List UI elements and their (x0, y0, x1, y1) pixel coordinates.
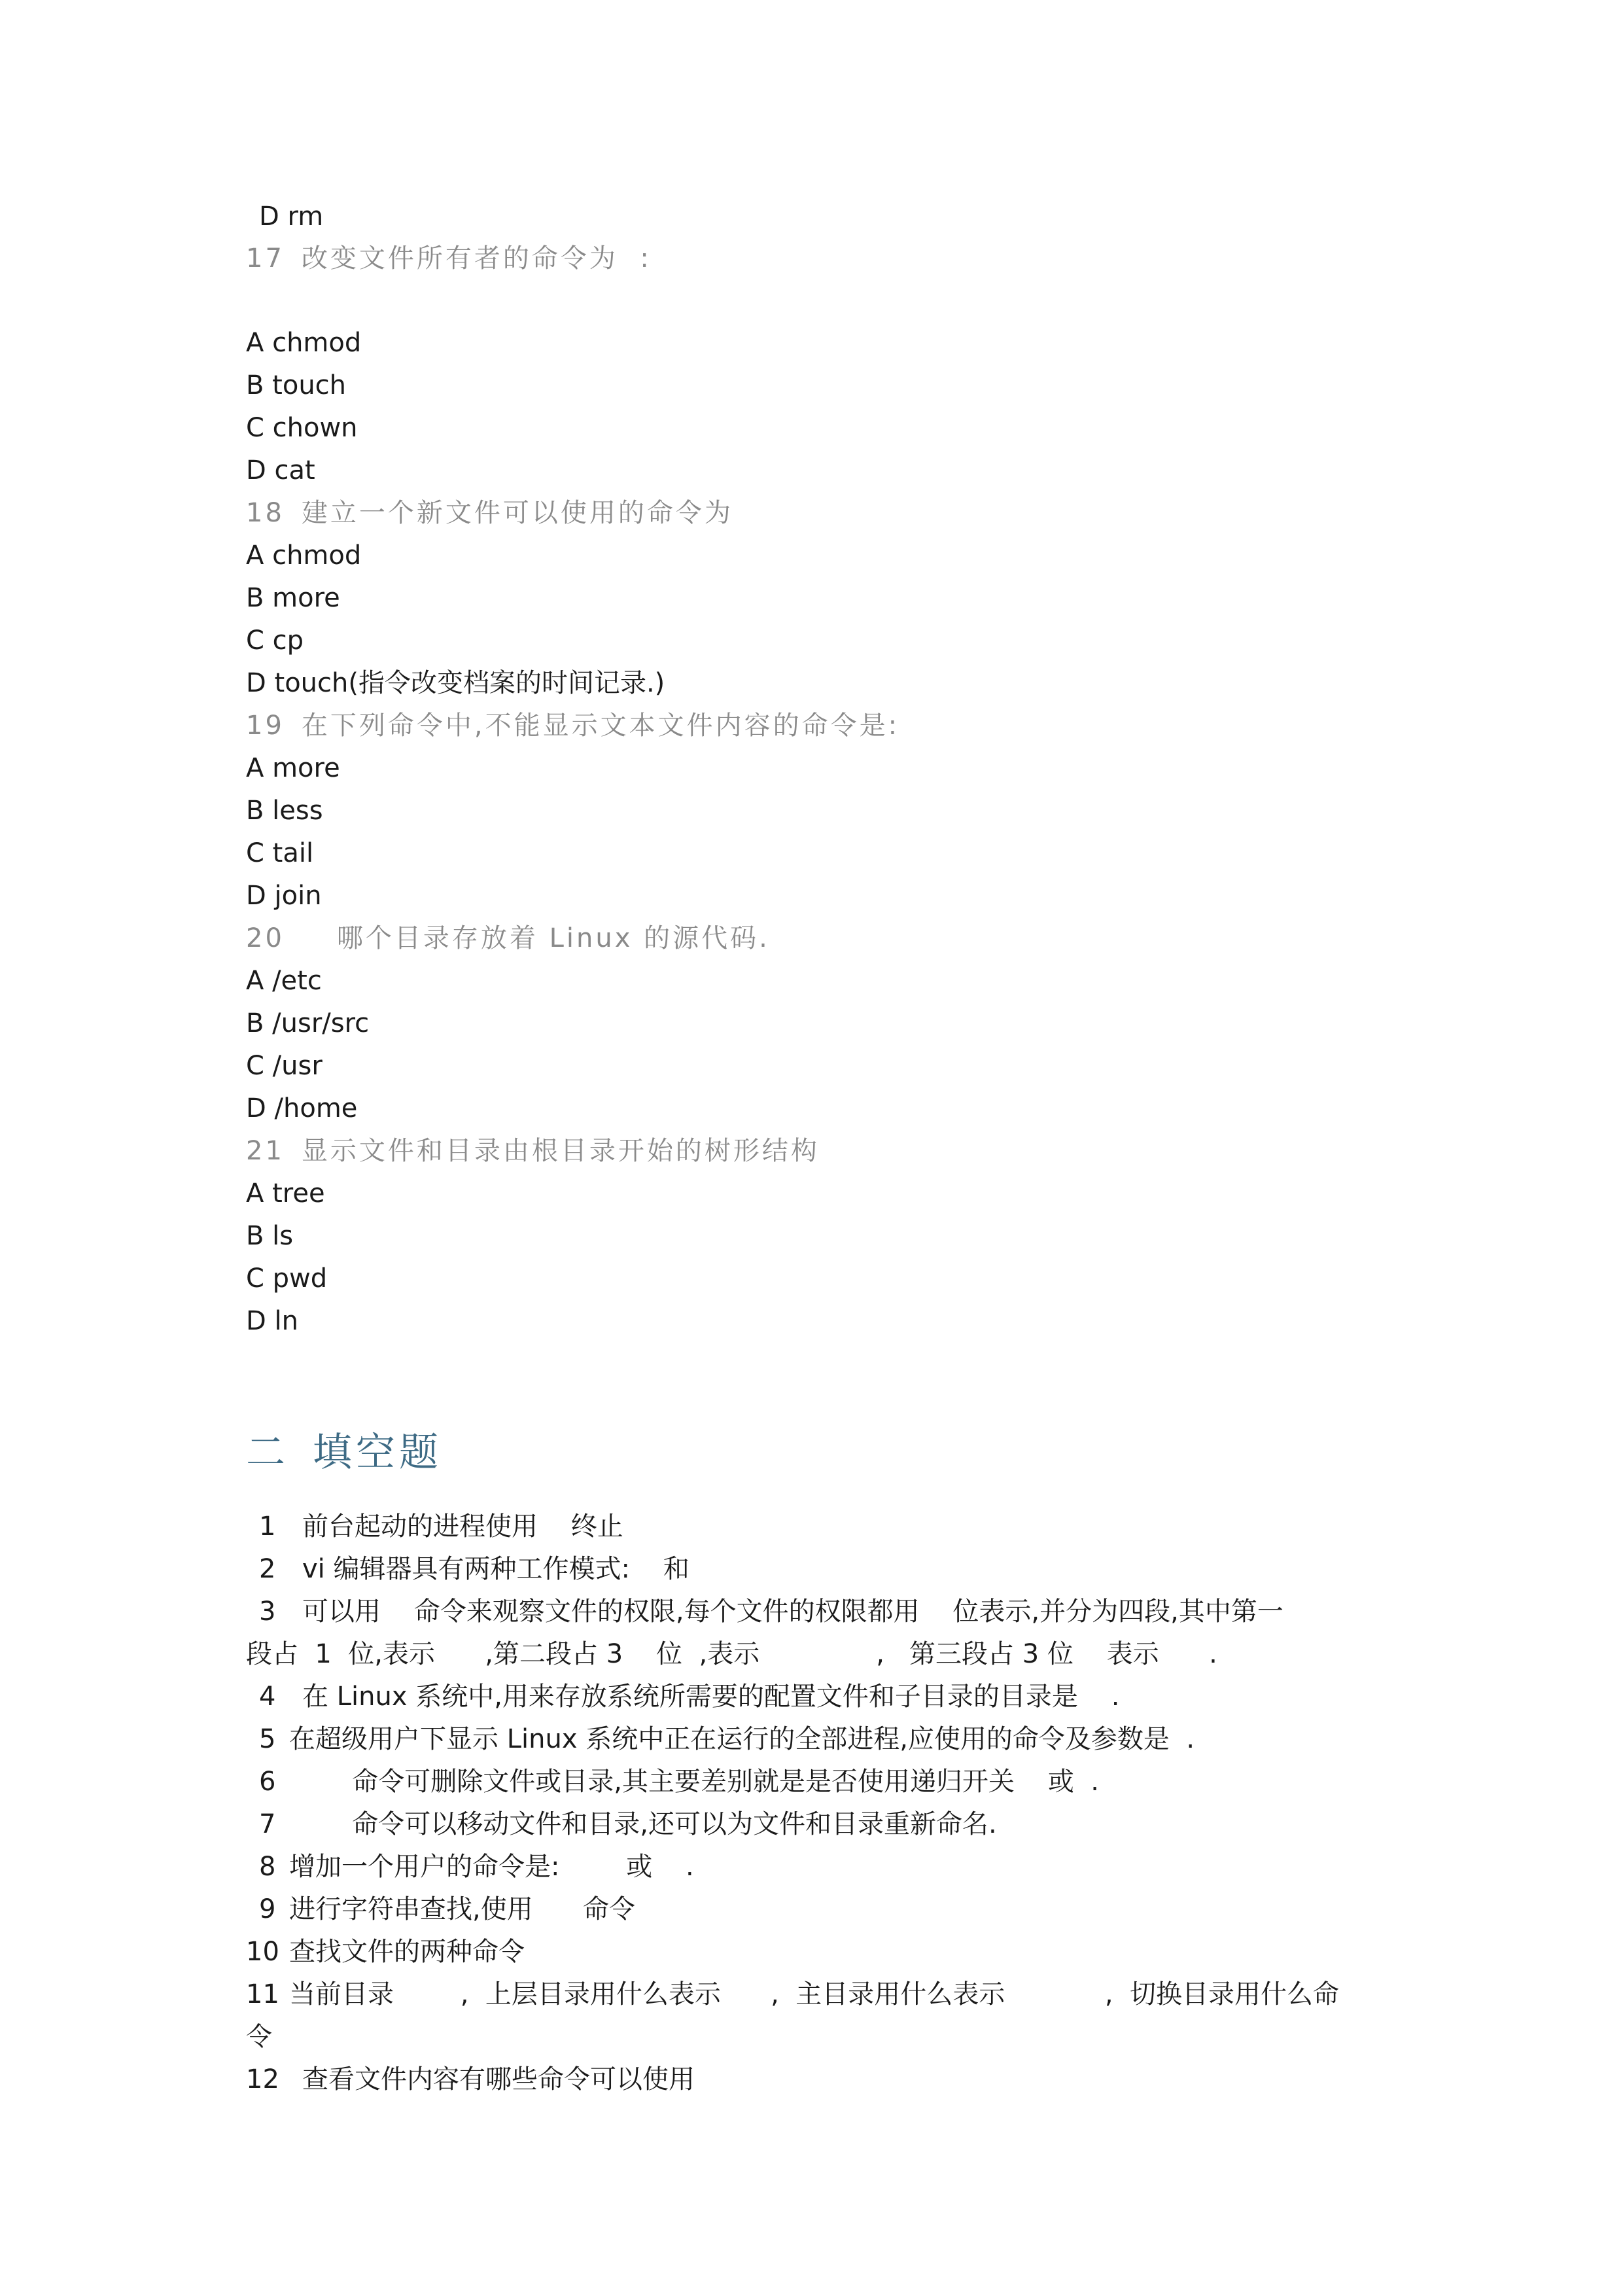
fill-text: 命令可删除文件或目录,其主要差别就是是否使用递归开关 或 . (302, 1767, 1100, 1797)
question-number: 21 (246, 1136, 285, 1166)
fill-item-2 (259, 1551, 689, 1587)
question-18 (246, 495, 733, 531)
question-21 (246, 1133, 820, 1169)
fill-item-11-continuation: 令 (246, 2022, 272, 2052)
fill-text: 增加一个用户的命令是: 或 . (289, 1852, 694, 1882)
question-number: 19 (246, 711, 285, 741)
fill-item-5 (259, 1722, 1195, 1757)
option-18-d: D touch(指令改变档案的时间记录.) (246, 668, 665, 698)
question-number: 18 (246, 498, 285, 528)
option-17-c: C chown (246, 413, 358, 443)
fill-item-10 (246, 1934, 525, 1969)
fill-item-9 (259, 1892, 635, 1927)
fill-number: 3 (259, 1597, 276, 1627)
fill-text: 前台起动的进程使用 终止 (302, 1511, 623, 1542)
option-19-b: B less (246, 796, 323, 826)
question-19 (246, 708, 899, 743)
option-18-b: B more (246, 583, 340, 613)
option-20-a: A /etc (246, 966, 322, 996)
fill-item-3-continuation: 段占 1 位,表示 ,第二段占 3 位 ,表示 , 第三段占 3 位 表示 . (246, 1639, 1217, 1669)
question-20 (246, 921, 770, 956)
fill-item-3 (259, 1594, 1283, 1629)
fill-text: 在 Linux 系统中,用来存放系统所需要的配置文件和子目录的目录是 . (302, 1682, 1120, 1712)
option-18-a: A chmod (246, 540, 362, 571)
fill-item-4 (259, 1679, 1120, 1714)
fill-number: 10 (246, 1937, 279, 1967)
fill-number: 11 (246, 1979, 279, 2009)
question-text: 显示文件和目录由根目录开始的树形结构 (301, 1136, 820, 1166)
fill-text: 可以用 命令来观察文件的权限,每个文件的权限都用 位表示,并分为四段,其中第一 (302, 1597, 1283, 1627)
question-number: 20 (246, 923, 285, 953)
option-19-d: D join (246, 881, 322, 911)
option-21-d: D ln (246, 1306, 298, 1336)
option-18-c: C cp (246, 626, 304, 656)
fill-text: 当前目录 , 上层目录用什么表示 , 主目录用什么表示 , 切换目录用什么命 (289, 1979, 1340, 2009)
question-text: 在下列命令中,不能显示文本文件内容的命令是: (301, 711, 900, 741)
fill-number: 9 (259, 1894, 276, 1924)
fill-item-12 (246, 2062, 695, 2097)
option-19-c: C tail (246, 838, 314, 868)
option-17-a: A chmod (246, 328, 362, 358)
fill-text: 查找文件的两种命令 (289, 1937, 525, 1967)
leading-option: D rm (259, 202, 324, 232)
option-20-c: C /usr (246, 1051, 323, 1081)
fill-item-11 (246, 1977, 1339, 2012)
question-text: 哪个目录存放着 Linux 的源代码. (336, 923, 770, 953)
option-19-a: A more (246, 753, 340, 783)
question-text: 建立一个新文件可以使用的命令为 (301, 498, 733, 528)
option-20-d: D /home (246, 1093, 358, 1123)
fill-number: 5 (259, 1724, 276, 1754)
section-title: 填空题 (313, 1430, 442, 1475)
fill-number: 7 (259, 1809, 276, 1839)
fill-text: 命令可以移动文件和目录,还可以为文件和目录重新命名. (302, 1809, 997, 1839)
fill-number: 2 (259, 1554, 276, 1584)
fill-item-8 (259, 1849, 694, 1884)
question-text: 改变文件所有者的命令为 : (301, 243, 652, 274)
option-21-b: B ls (246, 1221, 294, 1251)
option-21-c: C pwd (246, 1263, 328, 1294)
fill-item-7 (259, 1807, 997, 1842)
option-21-a: A tree (246, 1178, 325, 1209)
section-heading (246, 1426, 442, 1479)
fill-text: 进行字符串查找,使用 命令 (289, 1894, 636, 1924)
fill-text: 查看文件内容有哪些命令可以使用 (302, 2064, 695, 2094)
question-17 (246, 241, 652, 276)
fill-item-1 (259, 1509, 623, 1544)
section-number: 二 (246, 1430, 289, 1475)
fill-item-6 (259, 1764, 1099, 1799)
fill-number: 12 (246, 2064, 279, 2094)
fill-text: 在超级用户下显示 Linux 系统中正在运行的全部进程,应使用的命令及参数是 . (289, 1724, 1195, 1754)
option-20-b: B /usr/src (246, 1008, 370, 1038)
fill-text: vi 编辑器具有两种工作模式: 和 (302, 1554, 689, 1584)
option-17-b: B touch (246, 370, 347, 400)
fill-number: 1 (259, 1511, 276, 1542)
fill-number: 4 (259, 1682, 276, 1712)
fill-number: 8 (259, 1852, 276, 1882)
question-number: 17 (246, 243, 285, 274)
fill-number: 6 (259, 1767, 276, 1797)
option-17-d: D cat (246, 455, 315, 486)
